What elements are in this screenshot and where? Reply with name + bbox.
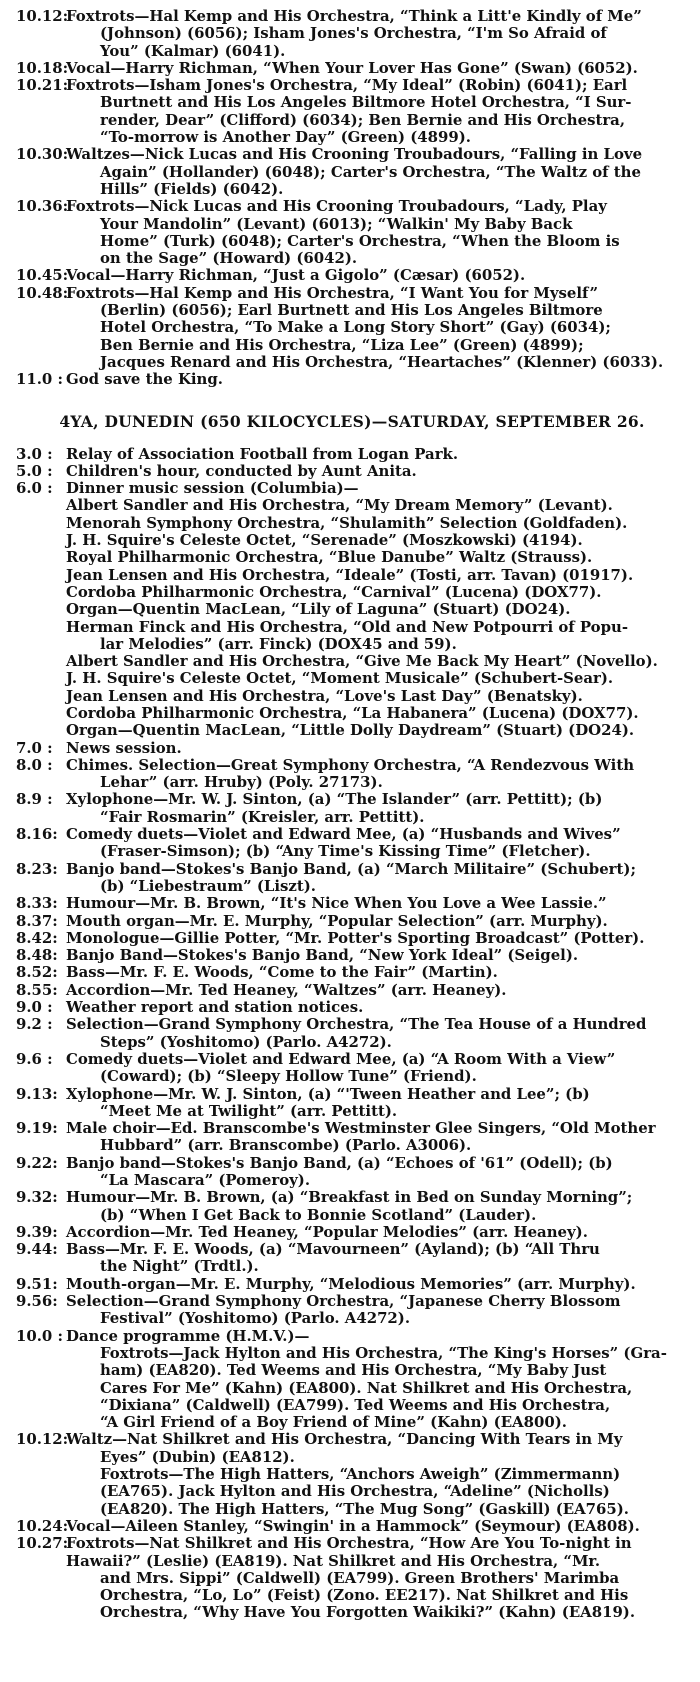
entry-text-line: Steps” (Yoshitomo) (Parlo. A4272). [100,1032,392,1051]
entry-text-line: render, Dear” (Clifford) (6034); Ben Bernie and His Orchestra, [100,110,626,129]
entry-description [66,480,688,739]
entry-time: 9.44: [16,1240,58,1259]
entry-time: 8.42: [16,928,58,947]
entry-text-line: Eyes” (Dubin) (EA812). [100,1447,295,1466]
entry-description [66,285,688,371]
entry-description [66,60,688,77]
entry-description [66,947,688,964]
entry-time: 10.27: [16,1534,69,1553]
entry-text-line: Foxtrots—Hal Kemp and His Orchestra, “I Want You for Myself” [66,283,599,302]
entry-text-line: Male choir—Ed. Branscombe's Westminster Glee Singers, “Old Mother [66,1119,656,1138]
entry-time: 3.0 : [16,444,53,463]
entry-time: 9.32: [16,1188,58,1207]
entry-text-line: “Fair Rosmarin” (Kreisler, arr. Pettitt). [100,807,425,826]
program-entry [16,60,688,77]
program-entry [16,1189,688,1224]
entry-text-line: News session. [66,738,182,757]
program-entry [16,1120,688,1155]
entry-text-line: (Johnson) (6056); Isham Jones's Orchestra, “I'm So Afraid of [100,24,607,43]
entry-text-line: “La Mascara” (Pomeroy). [100,1171,311,1189]
entry-time: 9.19: [16,1119,58,1138]
program-entry [16,1051,688,1086]
entry-description [66,1293,688,1328]
entry-text-line: Cares For Me” (Kahn) (EA800). Nat Shilkret and His Orchestra, [100,1378,633,1397]
entry-text-line: on the Sage” (Howard) (6042). [100,249,358,268]
entry-text-line: Dinner music session (Columbia)— [66,479,359,498]
program-entry [16,198,688,267]
entry-text-line: Cordoba Philharmonic Orchestra, “La Habanera” (Lucena) (DOX77). [66,703,639,722]
entry-description [66,964,688,981]
entry-description [66,1086,688,1121]
entry-text-line: Hubbard” (arr. Branscombe) (Parlo. A3006). [100,1136,472,1155]
entry-text-line: Waltz—Nat Shilkret and His Orchestra, “Dancing With Tears in My [66,1430,623,1449]
entry-text-line: Hotel Orchestra, “To Make a Long Story Short” (Gay) (6034); [100,318,611,337]
entry-text-line: Banjo band—Stokes's Banjo Band, (a) “Echoes of '61” (Odell); (b) [66,1153,613,1172]
entry-text-line: Comedy duets—Violet and Edward Mee, (a) “Husbands and Wives” [66,825,621,844]
program-entry [16,757,688,792]
program-entry [16,1431,688,1517]
program-entry [16,1276,688,1293]
entry-description [66,267,688,284]
entry-text-line: Orchestra, “Why Have You Forgotten Waikiki?” (Kahn) (EA819). [100,1603,636,1622]
entry-text-line: Vocal—Aileen Stanley, “Swingin' in a Hammock” (Seymour) (EA808). [66,1516,640,1535]
entry-text-line: Herman Finck and His Orchestra, “Old and New Potpourri of Popu- [66,617,629,636]
entry-text-line: Lehar” (arr. Hruby) (Poly. 27173). [100,773,383,792]
entry-text-line: “To-morrow is Another Day” (Green) (4899). [100,128,471,147]
entry-time: 8.33: [16,894,58,913]
program-entry [16,861,688,896]
program-entry [16,1155,688,1190]
program-entry [16,1086,688,1121]
entry-time: 8.52: [16,963,58,982]
entry-text-line: Hawaii?” (Leslie) (EA819). Nat Shilkret and His Orchestra, “Mr. [66,1551,601,1570]
entry-time: 7.0 : [16,738,53,757]
entry-text-line: Albert Sandler and His Orchestra, “My Dream Memory” (Levant). [66,496,613,515]
program-entry [16,947,688,964]
program-section [16,412,688,1622]
entry-description [66,1535,688,1621]
entry-text-line: Orchestra, “Lo, Lo” (Feist) (Zono. EE217). Nat Shilkret and His [100,1586,629,1605]
entry-time: 10.24: [16,1516,69,1535]
entry-time: 10.18: [16,58,69,77]
entry-text-line: Royal Philharmonic Orchestra, “Blue Danube” Waltz (Strauss). [66,548,593,567]
program-entry [16,964,688,981]
program-entry [16,913,688,930]
program-entry [16,285,688,371]
entry-time: 9.51: [16,1274,58,1293]
entry-text-line: the Night” (Trdtl.). [100,1257,259,1276]
entry-time: 10.12: [16,1430,69,1449]
entry-text-line: J. H. Squire's Celeste Octet, “Moment Musicale” (Schubert-Sear). [66,669,614,688]
entry-time: 10.30: [16,145,69,164]
entry-text-line: Menorah Symphony Orchestra, “Shulamith” Selection (Goldfaden). [66,513,628,532]
program-entry [16,267,688,284]
entry-description [66,1120,688,1155]
entry-time: 9.6 : [16,1049,53,1068]
program-section [16,8,688,389]
entry-time: 10.36: [16,197,69,216]
entry-text-line: Jacques Renard and His Orchestra, “Heartaches” (Klenner) (6033). [100,352,664,371]
entry-text-line: ham) (EA820). Ted Weems and His Orchestra, “My Baby Just [100,1361,607,1380]
entry-text-line: Xylophone—Mr. W. J. Sinton, (a) “The Islander” (arr. Pettitt); (b) [66,790,603,809]
entry-text-line: lar Melodies” (arr. Finck) (DOX45 and 59). [100,634,457,653]
entry-description [66,77,688,146]
entry-text-line: Ben Bernie and His Orchestra, “Liza Lee” (Green) (4899); [100,335,584,354]
entry-description [66,8,688,60]
program-entry [16,791,688,826]
sections-container [16,8,688,1622]
entry-text-line: (EA820). The High Hatters, “The Mug Song” (Gaskill) (EA765). [100,1499,629,1518]
entry-text-line: Vocal—Harry Richman, “Just a Gigolo” (Cæsar) (6052). [66,266,526,285]
entry-time: 9.22: [16,1153,58,1172]
entry-description [66,371,688,388]
program-entry [16,463,688,480]
entry-text-line: Waltzes—Nick Lucas and His Crooning Troubadours, “Falling in Love [66,145,643,164]
entry-text-line: Albert Sandler and His Orchestra, “Give Me Back My Heart” (Novello). [66,652,658,671]
entry-text-line: Your Mandolin” (Levant) (6013); “Walkin' My Baby Back [100,214,573,233]
entry-text-line: (Fraser-Simson); (b) “Any Time's Kissing Time” (Fletcher). [100,842,591,861]
entry-text-line: Vocal—Harry Richman, “When Your Lover Has Gone” (Swan) (6052). [66,58,638,77]
entry-description [66,1241,688,1276]
entry-text-line: Banjo band—Stokes's Banjo Band, (a) “March Militaire” (Schubert); [66,859,636,878]
station-heading: 4YA, DUNEDIN (650 KILOCYCLES)—SATURDAY, SEPTEMBER 26. [59,411,645,431]
entry-description [66,198,688,267]
entry-text-line: Xylophone—Mr. W. J. Sinton, (a) “'Tween Heather and Lee”; (b) [66,1084,590,1103]
entry-text-line: Organ—Quentin MacLean, “Lily of Laguna” (Stuart) (DO24). [66,600,571,619]
entry-text-line: Home” (Turk) (6048); Carter's Orchestra, “When the Bloom is [100,231,620,250]
entry-text-line: Foxtrots—Nick Lucas and His Crooning Troubadours, “Lady, Play [66,197,607,216]
entry-time: 10.48: [16,283,69,302]
program-entry [16,826,688,861]
entry-time: 9.39: [16,1222,58,1241]
program-entry [16,740,688,757]
entry-text-line: (Coward); (b) “Sleepy Hollow Tune” (Friend). [100,1067,477,1086]
entry-description [66,146,688,198]
entry-description [66,930,688,947]
entry-text-line: Chimes. Selection—Great Symphony Orchestra, “A Rendezvous With [66,755,635,774]
entry-text-line: Burtnett and His Los Angeles Biltmore Hotel Orchestra, “I Sur- [100,93,632,112]
entry-text-line: Mouth-organ—Mr. E. Murphy, “Melodious Memories” (arr. Murphy). [66,1274,636,1293]
entry-text-line: “Dixiana” (Caldwell) (EA799). Ted Weems and His Orchestra, [100,1395,611,1414]
entry-description [66,1276,688,1293]
program-entry [16,930,688,947]
entry-description [66,740,688,757]
entry-text-line: Bass—Mr. F. E. Woods, “Come to the Fair” (Martin). [66,963,498,982]
entry-time: 9.0 : [16,998,53,1017]
entry-text-line: and Mrs. Sippi” (Caldwell) (EA799). Green Brothers' Marimba [100,1568,620,1587]
entry-time: 8.23: [16,859,58,878]
entry-time: 10.0 : [16,1326,63,1345]
program-entry [16,1518,688,1535]
program-entry [16,1241,688,1276]
program-entry [16,480,688,739]
entry-text-line: J. H. Squire's Celeste Octet, “Serenade” (Moszkowski) (4194). [66,531,583,550]
entry-text-line: Jean Lensen and His Orchestra, “Ideale” (Tosti, arr. Tavan) (01917). [66,565,634,584]
program-entry [16,982,688,999]
entry-text-line: (b) “Liebestraum” (Liszt). [100,876,316,895]
entry-time: 10.12: [16,7,69,25]
program-entry [16,1293,688,1328]
entry-text-line: Accordion—Mr. Ted Heaney, “Waltzes” (arr. Heaney). [66,980,507,999]
program-entry [16,1328,688,1432]
entry-description [66,913,688,930]
entry-time: 6.0 : [16,479,53,498]
entry-time: 10.45: [16,266,69,285]
entry-text-line: Banjo Band—Stokes's Banjo Band, “New York Ideal” (Seigel). [66,946,579,965]
entry-text-line: Children's hour, conducted by Aunt Anita. [66,461,417,480]
entry-text-line: “A Girl Friend of a Boy Friend of Mine” (Kahn) (EA800). [100,1413,567,1432]
entry-text-line: Accordion—Mr. Ted Heaney, “Popular Melodies” (arr. Heaney). [66,1222,588,1241]
entry-text-line: (EA765). Jack Hylton and His Orchestra, “Adeline” (Nicholls) [100,1482,610,1501]
program-entry [16,8,688,60]
entry-description [66,757,688,792]
entry-text-line: Cordoba Philharmonic Orchestra, “Carnival” (Lucena) (DOX77). [66,582,602,601]
entry-description [66,1016,688,1051]
entry-text-line: Festival” (Yoshitomo) (Parlo. A4272). [100,1309,411,1328]
entry-description [66,826,688,861]
program-entry [16,371,688,388]
entry-description [66,895,688,912]
entry-text-line: Jean Lensen and His Orchestra, “Love's Last Day” (Benatsky). [66,686,583,705]
entry-text-line: Foxtrots—Nat Shilkret and His Orchestra, “How Are You To-night in [66,1534,632,1553]
entry-text-line: (b) “When I Get Back to Bonnie Scotland” (Lauder). [100,1205,537,1224]
entry-text-line: Foxtrots—The High Hatters, “Anchors Aweigh” (Zimmermann) [100,1465,621,1484]
entry-text-line: Foxtrots—Hal Kemp and His Orchestra, “Think a Litt'e Kindly of Me” [66,7,642,25]
entry-description [66,1155,688,1190]
program-entry [16,999,688,1016]
entry-text-line: God save the King. [66,370,223,389]
entry-time: 5.0 : [16,461,53,480]
entry-text-line: “Meet Me at Twilight” (arr. Pettitt). [100,1101,398,1120]
entry-text-line: Bass—Mr. F. E. Woods, (a) “Mavourneen” (Ayland); (b) “All Thru [66,1240,600,1259]
entry-time: 10.21: [16,76,69,95]
entry-time: 8.37: [16,911,58,930]
entry-description [66,982,688,999]
program-entry [16,446,688,463]
entry-description [66,861,688,896]
program-entry [16,895,688,912]
entry-text-line: Dance programme (H.M.V.)— [66,1326,310,1345]
entry-text-line: Monologue—Gillie Potter, “Mr. Potter's Sporting Broadcast” (Potter). [66,928,645,947]
entry-time: 8.0 : [16,755,53,774]
entry-text-line: Foxtrots—Jack Hylton and His Orchestra, “The King's Horses” (Gra- [100,1343,667,1362]
entry-text-line: Hills” (Fields) (6042). [100,179,284,198]
entry-text-line: Humour—Mr. B. Brown, (a) “Breakfast in Bed on Sunday Morning”; [66,1188,633,1207]
entry-description [66,791,688,826]
entry-time: 9.56: [16,1292,58,1311]
entry-text-line: Relay of Association Football from Logan Park. [66,444,459,463]
entry-text-line: Foxtrots—Isham Jones's Orchestra, “My Ideal” (Robin) (6041); Earl [66,76,628,95]
entry-description [66,1518,688,1535]
entry-description [66,1431,688,1517]
program-entry [16,1535,688,1621]
program-entry [16,77,688,146]
entry-time: 9.2 : [16,1015,53,1034]
entry-description [66,1189,688,1224]
entry-text-line: Humour—Mr. B. Brown, “It's Nice When You Love a Wee Lassie.” [66,894,607,913]
entry-text-line: Mouth organ—Mr. E. Murphy, “Popular Selection” (arr. Murphy). [66,911,608,930]
entry-text-line: Organ—Quentin MacLean, “Little Dolly Daydream” (Stuart) (DO24). [66,721,635,740]
entry-time: 8.55: [16,980,58,999]
entry-text-line: Again” (Hollander) (6048); Carter's Orchestra, “The Waltz of the [100,162,641,181]
program-entry [16,1016,688,1051]
entry-text-line: Selection—Grand Symphony Orchestra, “The Tea House of a Hundred [66,1015,647,1034]
entry-description [66,446,688,463]
entry-description [66,999,688,1016]
entry-text-line: You” (Kalmar) (6041). [100,41,286,60]
entry-description [66,1224,688,1241]
program-entry [16,1224,688,1241]
entry-time: 11.0 : [16,370,63,389]
entry-text-line: Selection—Grand Symphony Orchestra, “Japanese Cherry Blossom [66,1292,621,1311]
entry-time: 8.9 : [16,790,53,809]
entry-description [66,463,688,480]
entry-time: 8.16: [16,825,58,844]
entry-time: 8.48: [16,946,58,965]
entry-text-line: Comedy duets—Violet and Edward Mee, (a) “A Room With a View” [66,1049,616,1068]
entry-description [66,1328,688,1432]
program-entry [16,146,688,198]
entry-text-line: Weather report and station notices. [66,998,364,1017]
entry-time: 9.13: [16,1084,58,1103]
entry-description [66,1051,688,1086]
entry-text-line: (Berlin) (6056); Earl Burtnett and His Los Angeles Biltmore [100,301,603,320]
